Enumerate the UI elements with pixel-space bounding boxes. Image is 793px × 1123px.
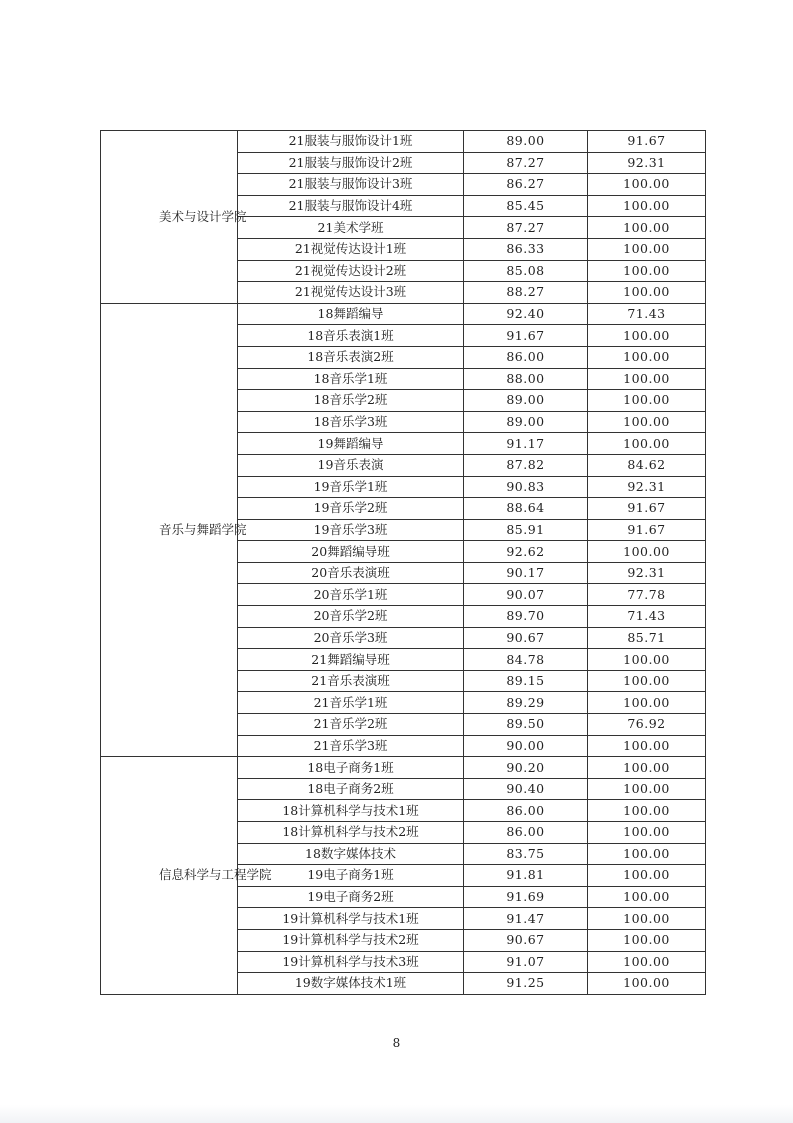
class-name-cell: 19数字媒体技术1班 [238, 973, 464, 995]
rate-cell: 71.43 [588, 606, 706, 628]
rate-cell: 100.00 [588, 865, 706, 887]
class-score-table [100, 130, 706, 995]
rate-cell: 100.00 [588, 778, 706, 800]
rate-cell: 100.00 [588, 433, 706, 455]
rate-cell: 100.00 [588, 735, 706, 757]
rate-cell: 84.62 [588, 454, 706, 476]
class-name-cell: 20音乐学3班 [238, 627, 464, 649]
class-name-cell: 18音乐学3班 [238, 411, 464, 433]
rate-cell: 100.00 [588, 195, 706, 217]
table-row [101, 131, 706, 153]
score-cell: 91.25 [464, 973, 588, 995]
class-name-cell: 21音乐学1班 [238, 692, 464, 714]
class-name-cell: 19音乐表演 [238, 454, 464, 476]
score-cell: 91.17 [464, 433, 588, 455]
score-cell: 86.00 [464, 822, 588, 844]
class-name-cell: 18音乐表演2班 [238, 346, 464, 368]
score-cell: 89.70 [464, 606, 588, 628]
score-cell: 88.64 [464, 498, 588, 520]
score-cell: 91.81 [464, 865, 588, 887]
score-cell: 91.69 [464, 886, 588, 908]
class-name-cell: 19音乐学1班 [238, 476, 464, 498]
class-name-cell: 21服装与服饰设计2班 [238, 152, 464, 174]
score-cell: 86.27 [464, 174, 588, 196]
class-name-cell: 20舞蹈编导班 [238, 541, 464, 563]
table-row [101, 757, 706, 779]
class-name-cell: 19计算机科学与技术1班 [238, 908, 464, 930]
score-cell: 90.40 [464, 778, 588, 800]
score-cell: 86.00 [464, 346, 588, 368]
rate-cell: 100.00 [588, 541, 706, 563]
page-bottom-edge [0, 1105, 793, 1123]
class-name-cell: 19电子商务2班 [238, 886, 464, 908]
rate-cell: 100.00 [588, 174, 706, 196]
class-name-cell: 18计算机科学与技术1班 [238, 800, 464, 822]
class-name-cell: 21美术学班 [238, 217, 464, 239]
score-cell: 85.08 [464, 260, 588, 282]
score-cell: 89.00 [464, 411, 588, 433]
rate-cell: 91.67 [588, 498, 706, 520]
score-cell: 88.27 [464, 282, 588, 304]
class-name-cell: 19电子商务1班 [238, 865, 464, 887]
rate-cell: 76.92 [588, 714, 706, 736]
class-name-cell: 18计算机科学与技术2班 [238, 822, 464, 844]
class-name-cell: 20音乐学2班 [238, 606, 464, 628]
score-cell: 90.17 [464, 562, 588, 584]
college-name: 美术与设计学院 [159, 208, 247, 224]
rate-cell: 92.31 [588, 562, 706, 584]
class-name-cell: 21服装与服饰设计1班 [238, 131, 464, 153]
rate-cell: 77.78 [588, 584, 706, 606]
class-name-cell: 18音乐学1班 [238, 368, 464, 390]
class-name-cell: 21服装与服饰设计3班 [238, 174, 464, 196]
score-cell: 91.07 [464, 951, 588, 973]
college-name: 音乐与舞蹈学院 [159, 521, 247, 537]
class-name-cell: 21视觉传达设计1班 [238, 238, 464, 260]
score-cell: 87.82 [464, 454, 588, 476]
score-cell: 85.91 [464, 519, 588, 541]
class-name-cell: 18音乐学2班 [238, 390, 464, 412]
class-name-cell: 19舞蹈编导 [238, 433, 464, 455]
rate-cell: 100.00 [588, 325, 706, 347]
rate-cell: 100.00 [588, 843, 706, 865]
score-cell: 86.00 [464, 800, 588, 822]
class-name-cell: 21视觉传达设计2班 [238, 260, 464, 282]
score-cell: 89.15 [464, 670, 588, 692]
class-name-cell: 21舞蹈编导班 [238, 649, 464, 671]
score-cell: 88.00 [464, 368, 588, 390]
class-name-cell: 20音乐学1班 [238, 584, 464, 606]
rate-cell: 91.67 [588, 519, 706, 541]
rate-cell: 71.43 [588, 303, 706, 325]
rate-cell: 100.00 [588, 282, 706, 304]
rate-cell: 85.71 [588, 627, 706, 649]
score-cell: 90.07 [464, 584, 588, 606]
class-name-cell: 20音乐表演班 [238, 562, 464, 584]
rate-cell: 92.31 [588, 152, 706, 174]
class-name-cell: 19音乐学3班 [238, 519, 464, 541]
college-name: 信息科学与工程学院 [159, 867, 272, 883]
class-name-cell: 18电子商务2班 [238, 778, 464, 800]
score-cell: 92.40 [464, 303, 588, 325]
rate-cell: 100.00 [588, 411, 706, 433]
rate-cell: 100.00 [588, 757, 706, 779]
class-name-cell: 19计算机科学与技术3班 [238, 951, 464, 973]
score-cell: 91.67 [464, 325, 588, 347]
score-cell: 89.50 [464, 714, 588, 736]
class-name-cell: 21服装与服饰设计4班 [238, 195, 464, 217]
class-name-cell: 18舞蹈编导 [238, 303, 464, 325]
page-number: 8 [392, 1036, 401, 1050]
rate-cell: 100.00 [588, 822, 706, 844]
score-cell: 90.67 [464, 929, 588, 951]
score-cell: 89.00 [464, 131, 588, 153]
score-cell: 91.47 [464, 908, 588, 930]
class-name-cell: 21音乐学2班 [238, 714, 464, 736]
rate-cell: 100.00 [588, 908, 706, 930]
class-name-cell: 21音乐学3班 [238, 735, 464, 757]
rate-cell: 100.00 [588, 649, 706, 671]
score-cell: 87.27 [464, 217, 588, 239]
class-name-cell: 18数字媒体技术 [238, 843, 464, 865]
rate-cell: 100.00 [588, 886, 706, 908]
class-name-cell: 21音乐表演班 [238, 670, 464, 692]
class-name-cell: 18电子商务1班 [238, 757, 464, 779]
rate-cell: 91.67 [588, 131, 706, 153]
score-cell: 90.67 [464, 627, 588, 649]
rate-cell: 100.00 [588, 800, 706, 822]
rate-cell: 100.00 [588, 973, 706, 995]
score-cell: 86.33 [464, 238, 588, 260]
college-name-cell [101, 131, 247, 304]
table-body [101, 131, 706, 995]
score-cell: 87.27 [464, 152, 588, 174]
class-name-cell: 21视觉传达设计3班 [238, 282, 464, 304]
class-name-cell: 18音乐表演1班 [238, 325, 464, 347]
rate-cell: 100.00 [588, 951, 706, 973]
rate-cell: 92.31 [588, 476, 706, 498]
rate-cell: 100.00 [588, 368, 706, 390]
rate-cell: 100.00 [588, 670, 706, 692]
score-cell: 89.00 [464, 390, 588, 412]
class-name-cell: 19计算机科学与技术2班 [238, 929, 464, 951]
rate-cell: 100.00 [588, 238, 706, 260]
rate-cell: 100.00 [588, 390, 706, 412]
score-cell: 92.62 [464, 541, 588, 563]
rate-cell: 100.00 [588, 217, 706, 239]
rate-cell: 100.00 [588, 929, 706, 951]
rate-cell: 100.00 [588, 692, 706, 714]
score-cell: 90.20 [464, 757, 588, 779]
rate-cell: 100.00 [588, 346, 706, 368]
score-cell: 90.83 [464, 476, 588, 498]
score-cell: 83.75 [464, 843, 588, 865]
score-cell: 90.00 [464, 735, 588, 757]
class-name-cell: 19音乐学2班 [238, 498, 464, 520]
score-cell: 84.78 [464, 649, 588, 671]
college-name-cell [101, 757, 272, 995]
table-row [101, 303, 706, 325]
score-cell: 85.45 [464, 195, 588, 217]
score-cell: 89.29 [464, 692, 588, 714]
rate-cell: 100.00 [588, 260, 706, 282]
college-name-cell [101, 303, 247, 756]
